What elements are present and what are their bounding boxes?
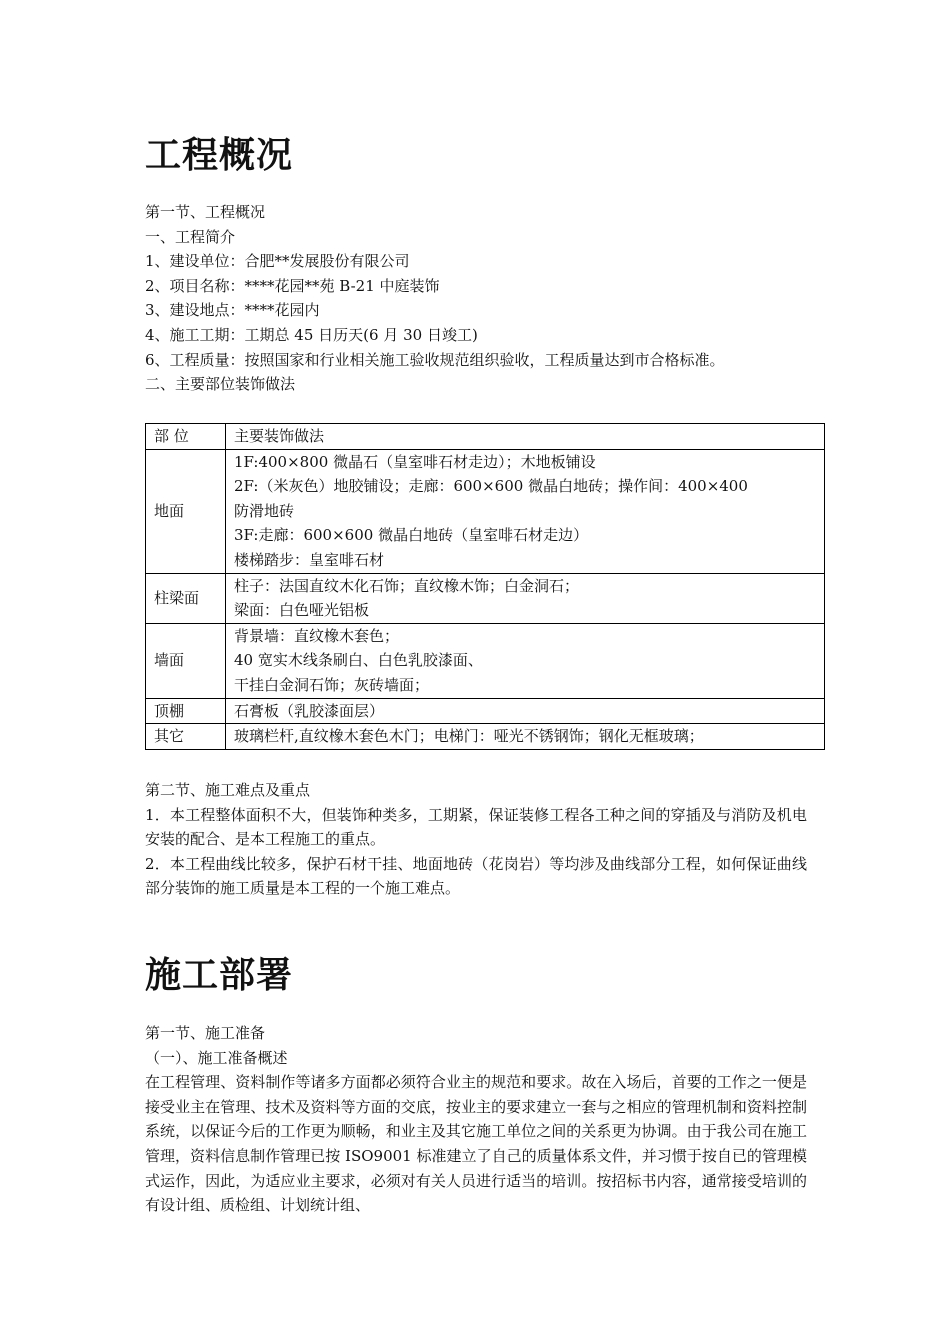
- section-title-deployment: 施工部署: [145, 955, 294, 996]
- table-header-method: 主要装饰做法: [226, 424, 825, 450]
- text-line: 3、建设地点：****花园内: [145, 301, 320, 320]
- table-cell-part: 其它: [146, 724, 226, 750]
- table-cell-method: [226, 449, 825, 573]
- subsection-heading: 第一节、施工准备: [145, 1024, 266, 1042]
- point-paragraph: 2．本工程曲线比较多，保护石材干挂、地面地砖（花岗岩）等均涉及曲线部分工程，如何保证曲线部分装饰的施工质量是本工程的一个施工难点。: [145, 854, 807, 898]
- subsection-heading: 第二节、施工难点及重点: [145, 781, 311, 799]
- cell-line: 柱子：法国直纹木化石饰；直纹橡木饰；白金洞石；: [234, 576, 580, 595]
- text-line: 6、工程质量：按照国家和行业相关施工验收规范组织验收，工程质量达到市合格标准。: [145, 350, 725, 369]
- cell-line: 40 宽实木线条刷白、白色乳胶漆面、: [234, 651, 483, 670]
- table-row: [146, 724, 825, 750]
- subsection-heading: （一）、施工准备概述: [145, 1048, 288, 1067]
- table-cell-method: [226, 724, 825, 750]
- text-line: 一、工程简介: [145, 227, 236, 246]
- table-cell-method: [226, 623, 825, 698]
- cell-line: 楼梯踏步：皇室啡石材: [234, 550, 385, 569]
- text-line: 1、建设单位：合肥**发展股份有限公司: [145, 252, 410, 271]
- overview-lines: [145, 200, 825, 397]
- table-cell-part: 顶棚: [146, 698, 226, 724]
- cell-line: 石膏板（乳胶漆面层）: [234, 701, 385, 720]
- table-row: [146, 623, 825, 698]
- table-row: [146, 698, 825, 724]
- table-cell-method: [226, 698, 825, 724]
- decoration-methods-table: [145, 423, 825, 750]
- table-cell-part: 墙面: [146, 623, 226, 698]
- section-title-overview: 工程概况: [145, 135, 294, 176]
- table-cell-method: [226, 573, 825, 623]
- cell-line: 梁面：白色哑光铝板: [234, 601, 370, 620]
- table-cell-part: 地面: [146, 449, 226, 573]
- table-header-part: 部 位: [146, 424, 226, 450]
- point-paragraph: 1．本工程整体面积不大，但装饰种类多，工期紧，保证装修工程各工种之间的穿插及与消防及机电安装的配合、是本工程施工的重点。: [145, 805, 807, 849]
- cell-line: 防滑地砖: [234, 501, 295, 520]
- table-row: [146, 573, 825, 623]
- table-cell-part: 柱梁面: [146, 573, 226, 623]
- cell-line: 2F:（米灰色）地胶铺设；走廊：600×600 微晶白地砖；操作间：400×400: [234, 477, 748, 496]
- cell-line: 3F:走廊：600×600 微晶白地砖（皇室啡石材走边）: [234, 526, 589, 545]
- text-line: 第一节、工程概况: [145, 203, 266, 221]
- cell-line: 背景墙：直纹橡木套色；: [234, 626, 400, 645]
- cell-line: 1F:400×800 微晶石（皇室啡石材走边）；木地板铺设: [234, 452, 596, 471]
- cell-line: 玻璃栏杆,直纹橡木套色木门；电梯门：哑光不锈钢饰；钢化无框玻璃；: [234, 727, 704, 746]
- text-line: 二、主要部位装饰做法: [145, 375, 296, 394]
- body-paragraph: 在工程管理、资料制作等诸多方面都必须符合业主的规范和要求。故在入场后，首要的工作之一便是接受业主在管理、技术及资料等方面的交底，按业主的要求建立一套与之相应的管理机制和资料控制系统，以保证今后的工作更为顺畅，和业主及其它施工单位之间的关系更为协调。由于我公司在施工管理，资料信息制作管理已按 ISO9001 标准建立了自己的质量体系文件，并习惯于按自已的管理模式运作，因此，为适应业主要求，必须对有关人员进行适当的培训。按招标书内容，通常接受培训的有设计组、质检组、计划统计组、: [145, 1073, 807, 1215]
- cell-line: 干挂白金洞石饰；灰砖墙面；: [234, 675, 430, 694]
- table-row: [146, 449, 825, 573]
- text-line: 2、项目名称：****花园**苑 B-21 中庭装饰: [145, 276, 440, 295]
- text-line: 4、施工工期：工期总 45 日历天(6 月 30 日竣工): [145, 325, 478, 344]
- table-header-row: [146, 424, 825, 450]
- deployment-block: [145, 1021, 807, 1218]
- difficulties-block: [145, 778, 807, 901]
